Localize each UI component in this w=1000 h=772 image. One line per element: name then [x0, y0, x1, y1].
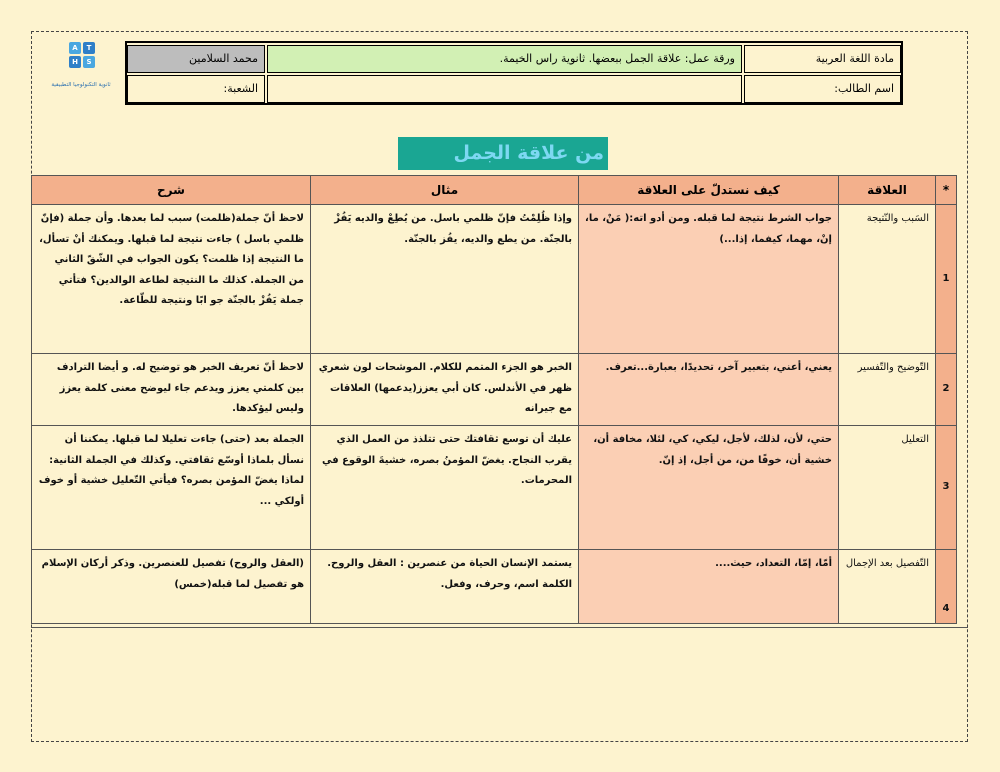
section-label: الشعبة: [127, 75, 265, 103]
example-cell: وإذا ظُلِمْتُ فإنّ ظلمي باسل. من يُطِعْ والديه يَفُزْ بالجنّة. من يطع والديه، يفُز بالجنّة. [311, 205, 579, 354]
student-name-field[interactable] [267, 75, 742, 103]
subject-cell: مادة اللغة العربية [744, 45, 901, 73]
divider-line [31, 627, 968, 628]
clue-cell: جواب الشرط نتيجة لما قبله. ومن أدو اته:( مَنْ، ما، إنْ، مهما، كيفما، إذا...) [579, 205, 839, 354]
logo-tile-a: A [69, 42, 81, 54]
clue-cell: حتي، لأن، لذلك، لأجل، ليكي، كي، لئلا، مخافة أن، خشية أن، خوفًا من، من أجل، إذ إنّ. [579, 426, 839, 550]
section-title: من علاقة الجمل [398, 137, 608, 170]
table-header-row [32, 176, 957, 205]
header-relation: العلاقة [839, 176, 936, 205]
row-number: 3 [936, 426, 957, 550]
clue-cell: يعني، أعني، بتعبير آخر، تحديدًا، بعبارة...تعرف. [579, 354, 839, 426]
logo-caption: ثانوية التكنولوجيا التطبيقية [51, 82, 111, 88]
header-explanation: شرح [32, 176, 311, 205]
row-number: 4 [936, 550, 957, 624]
table-row [32, 354, 957, 426]
clue-cell: أمّا، إمّا، التعداد، حيث.... [579, 550, 839, 624]
header-clue: كيف نستدلّ على العلاقة [579, 176, 839, 205]
header-num: * [936, 176, 957, 205]
logo-tile-t: T [83, 42, 95, 54]
explanation-cell: لاحظ أنّ جملة(ظلمت) سبب لما بعدها. وأن جملة (فإنّ ظلمي باسل ) جاءت نتيجة لما قبلها. ويمكنك أنْ تسأل، ما النتيجة إذا ظلمت؟ يكون الجواب في الشّقّ الثاني من الجملة. كذلك ما النتيجة لطاعة الوالدين؟ فتأتي جملة يَفُزْ بالجنّة جو ابًا ونتيجة للطّاعة. [32, 205, 311, 354]
row-number: 1 [936, 205, 957, 354]
row-number: 2 [936, 354, 957, 426]
teacher-name-cell: محمد السلامين [127, 45, 265, 73]
student-name-label: اسم الطالب: [744, 75, 901, 103]
example-cell: يستمد الإنسان الحياة من عنصرين : العقل والروح. الكلمة اسم، وحرف، وفعل. [311, 550, 579, 624]
logo-tile-h: H [69, 56, 81, 68]
table-row [32, 426, 957, 550]
relation-cell: التّفصيل بعد الإجمال [839, 550, 936, 624]
relations-table [31, 175, 957, 624]
logo-tile-s: S [83, 56, 95, 68]
header-example: مثال [311, 176, 579, 205]
table-row [32, 205, 957, 354]
example-cell: عليك أن توسع ثقافتك حتى تتلذذ من العمل الذي يقرب النجاح. يغضّ المؤمنُ بصره، خشيةَ الوقوع في المحرمات. [311, 426, 579, 550]
table-row [32, 550, 957, 624]
explanation-cell: لاحظ أنّ تعريف الخبر هو توضيح له. و أيضا الترادف بين كلمتي يعزز ويدعم جاء ليوضح معنى كلمة يعزز وليس ليؤكدها. [32, 354, 311, 426]
header-table [125, 41, 903, 105]
example-cell: الخبر هو الجزء المتمم للكلام. الموشحات لون شعري ظهر في الأندلس. كان أبي يعزز(يدعمها) العلاقات مع جيرانه [311, 354, 579, 426]
explanation-cell: الجملة بعد (حتى) جاءت تعليلا لما قبلها. يمكننا أن نسأل بلماذا أوسّع ثقافتي. وكذلك في الجملة الثانية: لماذا يغضّ المؤمن بصره؟ فيأتي التّعليل خشية أو خوف أولكي ... [32, 426, 311, 550]
relation-cell: التعليل [839, 426, 936, 550]
explanation-cell: (العقل والروح) تفصيل للعنصرين. وذكر أركان الإسلام هو تفصيل لما قبله(خمس) [32, 550, 311, 624]
worksheet-title-cell: ورقة عمل: علاقة الجمل ببعضها. ثانوية راس الخيمة. [267, 45, 742, 73]
school-logo [50, 40, 112, 98]
relation-cell: التّوضيح والتّفسير [839, 354, 936, 426]
relation-cell: السَبب والنّتيجة [839, 205, 936, 354]
